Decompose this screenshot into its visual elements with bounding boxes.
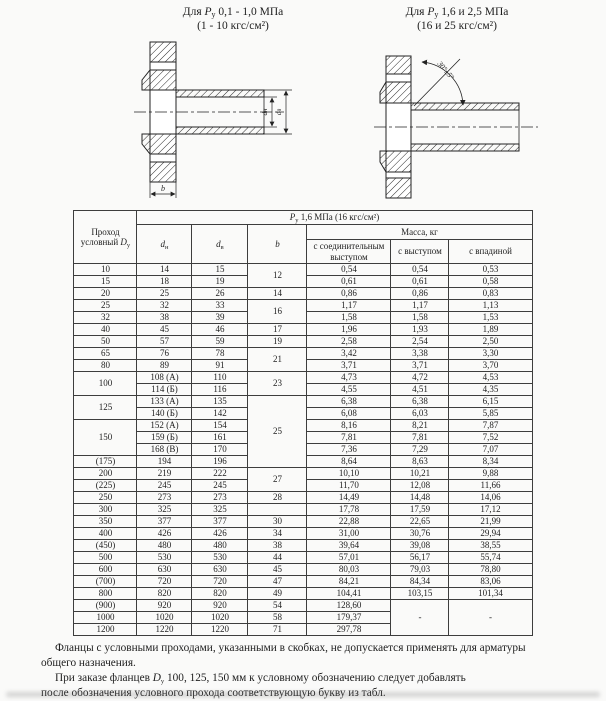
scan-artifact [6,692,600,697]
table-row [74,528,532,540]
table-cell: 0,53 [449,264,532,276]
table-cell: 1,53 [449,312,532,324]
table-cell: 194 [137,456,192,468]
table-cell: 17 [248,324,307,336]
table-cell: 31,00 [307,528,391,540]
table-cell: 78 [192,348,248,360]
table-cell: 34 [248,528,307,540]
table-cell: 530 [137,552,192,564]
table-cell: 25 [248,396,307,468]
table-cell: 135 [192,396,248,408]
table-cell: 6,03 [391,408,449,420]
flange-drawing-low-pressure [116,40,301,202]
table-cell: 273 [192,492,248,504]
table-row [74,600,532,612]
table-cell: 8,21 [391,420,449,432]
table-cell: 21,99 [449,516,532,528]
table-cell: 57,01 [307,552,391,564]
table-cell: 50 [74,336,137,348]
table-cell: 8,63 [391,456,449,468]
table-cell: - [449,600,532,636]
table-cell: 200 [74,468,137,480]
table-cell: 17,59 [391,504,449,516]
table-cell: 1,96 [307,324,391,336]
caption-line1: Для $P_у$ 0,1 - 1,0 МПа [182,6,284,19]
dimension-b [150,182,176,198]
table-cell: 219 [137,468,192,480]
table-cell: 0,86 [307,288,391,300]
table-cell: 4,73 [307,372,391,384]
note-ordering: При заказе фланцев $D_у$ 100, 125, 150 мм к условному обозначению следует добавлять после обозначения условного прохода соответствующую букву из табл. [41,672,466,699]
table-cell: 25 [74,300,137,312]
table-cell: 6,08 [307,408,391,420]
table-cell: 23 [248,372,307,396]
table-cell: 15 [74,276,137,288]
table-cell: 480 [137,540,192,552]
table-cell: 2,54 [391,336,449,348]
table-cell: 128,60 [307,600,391,612]
table-cell: 300 [74,504,137,516]
table-cell: 45 [137,324,192,336]
table-cell: 325 [137,504,192,516]
table-cell: 14,49 [307,492,391,504]
table-cell: 1,58 [391,312,449,324]
table-cell: 159 (Б) [137,432,192,444]
table-cell: 350 [74,516,137,528]
table-cell: 103,15 [391,588,449,600]
table-cell: 39 [192,312,248,324]
col-header-dn: $d_н$ [137,225,192,264]
figure-caption-high-pressure [342,5,572,33]
table-cell: 54 [248,600,307,612]
table-cell: 38 [248,540,307,552]
table-cell: 12 [248,264,307,288]
table-cell: 12,08 [391,480,449,492]
table-cell: 250 [74,492,137,504]
table-cell: 10,10 [307,468,391,480]
table-cell: 10 [74,264,137,276]
table-cell: 19 [192,276,248,288]
table-cell: 600 [74,564,137,576]
table-row [74,372,532,384]
table-cell [248,504,307,516]
table-cell: 49 [248,588,307,600]
table-cell: 720 [192,576,248,588]
table-cell: 17,12 [449,504,532,516]
table-cell: 79,03 [391,564,449,576]
table-cell: 7,52 [449,432,532,444]
table-cell: 1000 [74,612,137,624]
table-cell: 8,16 [307,420,391,432]
table-cell: 179,37 [307,612,391,624]
table-row [74,552,532,564]
table-cell: 154 [192,420,248,432]
table-cell: 1200 [74,624,137,636]
table-cell: 25 [137,288,192,300]
table-cell: 0,61 [307,276,391,288]
table-cell: - [391,600,449,636]
table-cell: 377 [192,516,248,528]
table-cell: 1020 [192,612,248,624]
table-cell: 32 [137,300,192,312]
table-cell: 27 [248,468,307,492]
table-cell: 0,54 [391,264,449,276]
table-row [74,300,532,312]
table-cell: 426 [137,528,192,540]
col-header-pressure: $P_у$ 1,6 МПа (16 кгс/см²) [137,211,532,225]
table-cell: (175) [74,456,137,468]
table-cell: 150 [74,420,137,456]
table-cell: 84,21 [307,576,391,588]
table-cell: 89 [137,360,192,372]
table-cell: 245 [192,480,248,492]
table-cell: 22,88 [307,516,391,528]
table-cell: 46 [192,324,248,336]
table-body [74,264,532,636]
caption-line1: Для $P_у$ 1,6 и 2,5 МПа [405,6,509,19]
table-cell: 125 [74,396,137,420]
table-cell: 1220 [192,624,248,636]
table-cell: 630 [192,564,248,576]
table-cell: 57 [137,336,192,348]
table-cell: 9,88 [449,468,532,480]
table-cell: 800 [74,588,137,600]
col-header-mass: Масса, кг [307,225,532,240]
table-cell: 14,48 [391,492,449,504]
table-cell: 168 (В) [137,444,192,456]
table-cell: 161 [192,432,248,444]
table-cell: 142 [192,408,248,420]
table-cell: 78,80 [449,564,532,576]
table-cell: 108 (А) [137,372,192,384]
table-cell: 0,86 [391,288,449,300]
table-cell: 3,30 [449,348,532,360]
table-cell: 820 [137,588,192,600]
table-cell: 920 [137,600,192,612]
table-cell: 30,76 [391,528,449,540]
table-cell: 6,15 [449,396,532,408]
table-cell: 11,66 [449,480,532,492]
table-cell: 8,34 [449,456,532,468]
caption-line2: (16 и 25 кгс/см²) [417,20,497,32]
table-row [74,264,532,276]
table-cell: 38,55 [449,540,532,552]
figure-caption-low-pressure [103,5,363,33]
table-cell: 7,81 [307,432,391,444]
table-cell: 14,06 [449,492,532,504]
table-cell: 29,94 [449,528,532,540]
table-cell: 630 [137,564,192,576]
table-cell: 400 [74,528,137,540]
table-row [74,564,532,576]
table-cell: 7,29 [391,444,449,456]
table-cell: 7,81 [391,432,449,444]
table-cell: 100 [74,372,137,396]
table-cell: 0,58 [449,276,532,288]
table-cell: 20 [74,288,137,300]
table-cell: 820 [192,588,248,600]
table-cell: 0,54 [307,264,391,276]
table-cell: 47 [248,576,307,588]
table-cell: 0,61 [391,276,449,288]
table-cell: 33 [192,300,248,312]
bevel-angle-annotation [414,59,463,106]
table-cell: 152 (А) [137,420,192,432]
table-cell: 84,34 [391,576,449,588]
table-cell: 83,06 [449,576,532,588]
col-header-groove: с впадиной [449,240,532,264]
table-cell: 104,41 [307,588,391,600]
table-cell: 38 [137,312,192,324]
table-cell: 1,89 [449,324,532,336]
b-dimension-label: b [161,184,165,193]
table-cell: 7,07 [449,444,532,456]
table-cell: 6,38 [307,396,391,408]
table-cell: 17,78 [307,504,391,516]
table-cell: 6,38 [391,396,449,408]
table-cell: 65 [74,348,137,360]
table-cell: 3,70 [449,360,532,372]
dv-dimension-label: dв [275,108,283,116]
table-cell: 116 [192,384,248,396]
table-cell: 80,03 [307,564,391,576]
table-cell: 4,35 [449,384,532,396]
table-cell: 8,64 [307,456,391,468]
table-header [74,211,532,264]
table-cell: 16 [248,300,307,324]
table-cell: 1,17 [391,300,449,312]
table-cell: 11,70 [307,480,391,492]
table-cell: 26 [192,288,248,300]
dn-dimension-label: dн [261,108,269,116]
table-row [74,588,532,600]
table-cell: 245 [137,480,192,492]
table-cell: 426 [192,528,248,540]
table-cell: 297,78 [307,624,391,636]
table-cell: 80 [74,360,137,372]
table-cell: 114 (Б) [137,384,192,396]
table-cell: 1020 [137,612,192,624]
table-cell: 71 [248,624,307,636]
table-cell: (450) [74,540,137,552]
col-header-ledge: с выступом [391,240,449,264]
caption-line2: (1 - 10 кгс/см²) [197,20,269,32]
table-cell: 1,13 [449,300,532,312]
table-cell: 530 [192,552,248,564]
table-cell: 4,72 [391,372,449,384]
table-cell: 10,21 [391,468,449,480]
table-row [74,288,532,300]
table-cell: 18 [137,276,192,288]
table-cell: 45 [248,564,307,576]
table-cell: 140 (Б) [137,408,192,420]
col-header-dv: $d_в$ [192,225,248,264]
table-cell: 1,93 [391,324,449,336]
table-cell: 3,38 [391,348,449,360]
table-cell: 480 [192,540,248,552]
table-cell: 21 [248,348,307,372]
table-row [74,324,532,336]
table-cell: 32 [74,312,137,324]
table-cell: 3,71 [307,360,391,372]
table-cell: 39,08 [391,540,449,552]
table-cell: 720 [137,576,192,588]
table-cell: 7,36 [307,444,391,456]
table-cell: 22,65 [391,516,449,528]
table-cell: 1220 [137,624,192,636]
table-cell: 110 [192,372,248,384]
table-row [74,396,532,408]
table-cell: 920 [192,600,248,612]
table-cell: 15 [192,264,248,276]
flange-drawing-high-pressure [366,52,551,202]
table-cell: (700) [74,576,137,588]
figures-row [0,0,606,208]
table-cell: 39,64 [307,540,391,552]
table-cell: 500 [74,552,137,564]
col-header-b: b [248,225,307,264]
table-row [74,516,532,528]
table-cell: 325 [192,504,248,516]
table-row [74,576,532,588]
table-cell: 2,58 [307,336,391,348]
table-cell: 4,53 [449,372,532,384]
table-row [74,492,532,504]
table-cell: 19 [248,336,307,348]
flange-dimensions-table [73,210,532,636]
table-cell: 4,51 [391,384,449,396]
table-cell: 91 [192,360,248,372]
table-cell: 0,83 [449,288,532,300]
table-cell: 59 [192,336,248,348]
col-header-pass: Проход условный $D_у$ [74,211,137,264]
table-row [74,504,532,516]
table-cell: 222 [192,468,248,480]
table-cell: 170 [192,444,248,456]
table-row [74,336,532,348]
table-cell: (225) [74,480,137,492]
table-cell: 133 (А) [137,396,192,408]
table-cell: 44 [248,552,307,564]
table-cell: 30 [248,516,307,528]
table-cell: 28 [248,492,307,504]
table-cell: 56,17 [391,552,449,564]
table-cell: (900) [74,600,137,612]
table-cell: 5,85 [449,408,532,420]
table-cell: 4,55 [307,384,391,396]
table-row [74,468,532,480]
note-brackets: Фланцы с условными проходами, указанными в скобках, не допускается применять для арматуры общего назначения. [41,642,526,669]
table-cell: 76 [137,348,192,360]
table-cell: 196 [192,456,248,468]
table-cell: 58 [248,612,307,624]
table-cell: 14 [137,264,192,276]
table-cell: 273 [137,492,192,504]
table-cell: 55,74 [449,552,532,564]
table-cell: 1,58 [307,312,391,324]
table-row [74,540,532,552]
table-cell: 14 [248,288,307,300]
table-cell: 101,34 [449,588,532,600]
table-cell: 2,50 [449,336,532,348]
table-cell: 377 [137,516,192,528]
table-cell: 1,17 [307,300,391,312]
col-header-connecting-ledge: с соединительным выступом [307,240,391,264]
angle-label: 30°±5° [435,59,457,82]
table-cell: 40 [74,324,137,336]
table-cell: 3,42 [307,348,391,360]
table-cell: 7,87 [449,420,532,432]
table-cell: 3,71 [391,360,449,372]
table-row [74,348,532,360]
